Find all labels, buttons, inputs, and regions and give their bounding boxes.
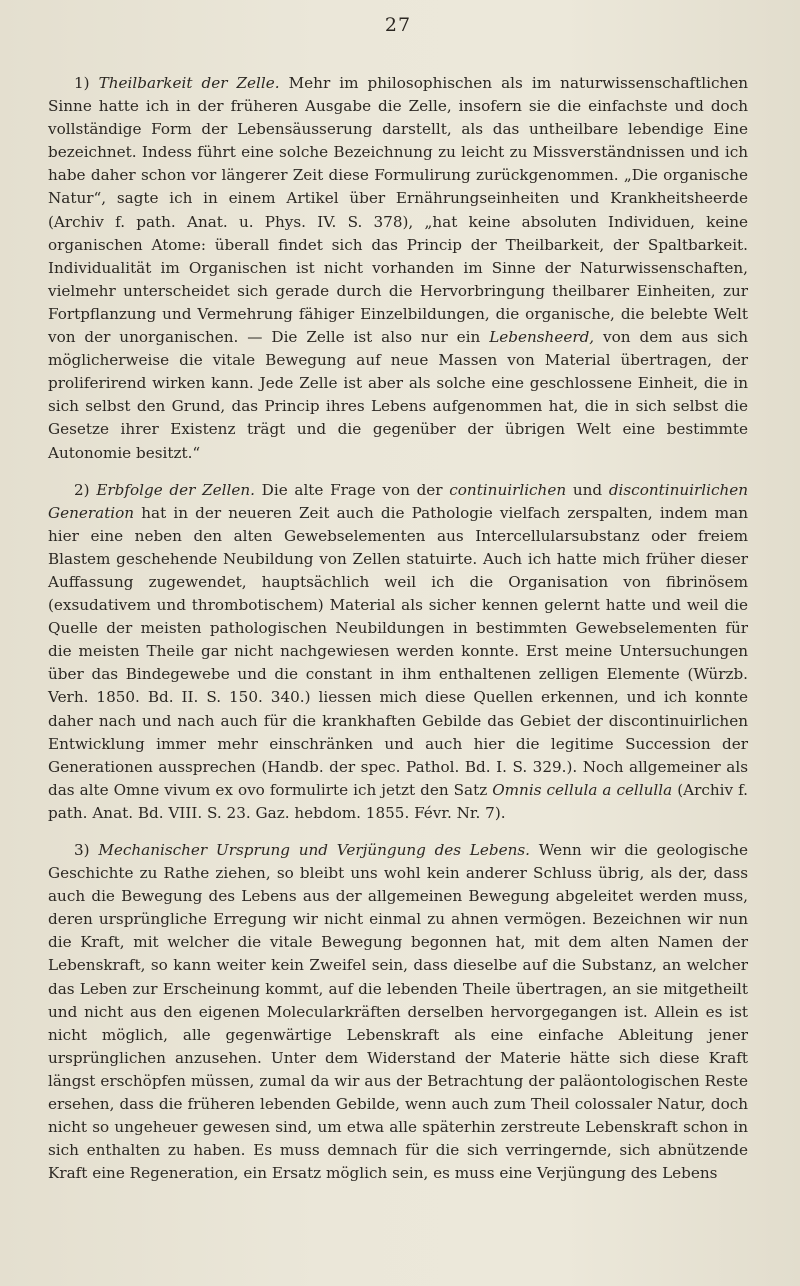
section-emphasis: Omnis cellula a cellulla	[492, 780, 673, 799]
section-text-continued: und	[566, 480, 609, 499]
section-emphasis: discontinuirlichen Generation	[48, 480, 749, 522]
section-number: 1)	[74, 74, 90, 92]
section-number: 2)	[74, 480, 90, 499]
section-mechanical-origin	[48, 839, 748, 1185]
section-emphasis: Lebensheerd,	[489, 328, 595, 347]
section-number: 3)	[74, 841, 90, 859]
page-number: 27	[384, 14, 412, 36]
section-cell-divisibility	[48, 72, 748, 465]
section-cell-succession	[48, 479, 748, 825]
section-text: Mehr im philosophischen als im naturwissenschaftlichen Sinne hatte ich in der früheren Ausgabe die Zelle, insofern sie die einfachste und doch vollständige Form der Lebensäusserung darstellt, als das untheilbare lebendige Eine bezeichnet. Indess führt eine solche Bezeichnung zu leicht zu Missverständnissen und ich habe daher schon vor längerer Zeit diese Formulirung zurückgenommen. „Die organische Natur“, sagte ich in einem Artikel über Ernährungseinheiten und Krankheitsheerde (Archiv f. path. Anat. u. Phys. IV. S. 378), „hat keine absoluten Individuen, keine organischen Atome: überall findet sich das Princip der Theilbarkeit, der Spaltbarkeit. Individualität im Organischen ist nicht vorhanden im Sinne der Naturwissenschaften, vielmehr unterscheidet sich gerade durch die Hervorbringung theilbarer Einheiten, zur Fortpflanzung und Vermehrung fähiger Einzelbildungen, die organische, die belebte Welt von der unorganischen. — Die Zelle ist also nur ein	[48, 74, 748, 347]
section-heading: Erbfolge der Zellen.	[96, 480, 255, 499]
section-text-continued: hat in der neueren Zeit auch die Pathologie vielfach zerspalten, indem man hier eine neben den alten Gewebselementen aus Intercellularsubstanz oder freiem Blastem geschehende Neubildung von Zellen statuirte. Auch ich hatte mich früher dieser Auffassung zugewendet, hauptsächlich weil ich die Organisation von fibrinösem (exsudativem und thrombotischem) Material als sicher kennen gelernt hatte und weil die Quelle der meisten pathologischen Neubildungen in bestimmten Gewebselementen für die meisten Theile gar nicht nachgewiesen werden konnte. Erst meine Untersuchungen über das Bindegewebe und die constant in ihm enthaltenen zelligen Elemente (Würzb. Verh. 1850. Bd. II. S. 150. 340.) liessen mich diese Quellen erkennen, und ich konnte daher nach und nach auch für die krankhaften Gebilde das Gebiet der discontinuirlichen Entwicklung immer mehr einschränken und auch hier die legitime Succession der Generationen aussprechen (Handb. der spec. Pathol. Bd. I. S. 329.). Noch allgemeiner als das alte Omne vivum ex ovo formulirte ich jetzt den Satz	[48, 503, 748, 799]
section-text: Wenn wir die geologische Geschichte zu Rathe ziehen, so bleibt uns wohl kein anderer Schluss übrig, als der, dass auch die Bewegung des Lebens aus der allgemeinen Bewegung abgeleitet werden muss, deren ursprüngliche Erregung wir nicht einmal zu ahnen vermögen. Bezeichnen wir nun die Kraft, mit welcher die vitale Bewegung begonnen hat, mit dem alten Namen der Lebenskraft, so kann weiter kein Zweifel sein, dass dieselbe auf die Substanz, an welcher das Leben zur Erscheinung kommt, auf die lebenden Theile übertragen, an sie mitgetheilt und nicht aus den eigenen Molecularkräften derselben hervorgegangen ist. Allein es ist nicht möglich, alle gegenwärtige Lebenskraft als eine einfache Ableitung jener ursprünglichen anzusehen. Unter dem Widerstand der Materie hätte sich diese Kraft längst erschöpfen müssen, zumal da wir aus der Betrachtung der paläontologischen Reste ersehen, dass die früheren lebenden Gebilde, wenn auch zum Theil colossaler Natur, doch nicht so ungeheuer gewesen sind, um etwa alle späterhin zerstreute Lebenskraft schon in sich enthalten zu haben. Es muss demnach für die sich verringernde, sich abnützende Kraft eine Regeneration, ein Ersatz möglich sein, es muss eine Verjüngung des Lebens	[48, 841, 749, 1183]
section-text: Die alte Frage von der	[261, 480, 450, 499]
section-heading: Mechanischer Ursprung und Verjüngung des Lebens.	[98, 841, 530, 859]
section-text-continued: von dem aus sich möglicherweise die vitale Bewegung auf neue Massen von Material übertragen, der proliferirend wirken kann. Jede Zelle ist aber als solche eine geschlossene Einheit, die in sich selbst den Grund, das Princip ihres Lebens aufgenommen hat, die in sich selbst die Gesetze ihrer Existenz trägt und die gegenüber der übrigen Welt eine bestimmte Autonomie besitzt.“	[48, 328, 748, 462]
section-heading: Theilbarkeit der Zelle.	[98, 74, 280, 92]
section-text-continued: (Archiv f. path. Anat. Bd. VIII. S. 23. Gaz. hebdom. 1855. Févr. Nr. 7).	[48, 780, 748, 822]
section-emphasis: continuirlichen	[449, 480, 567, 499]
